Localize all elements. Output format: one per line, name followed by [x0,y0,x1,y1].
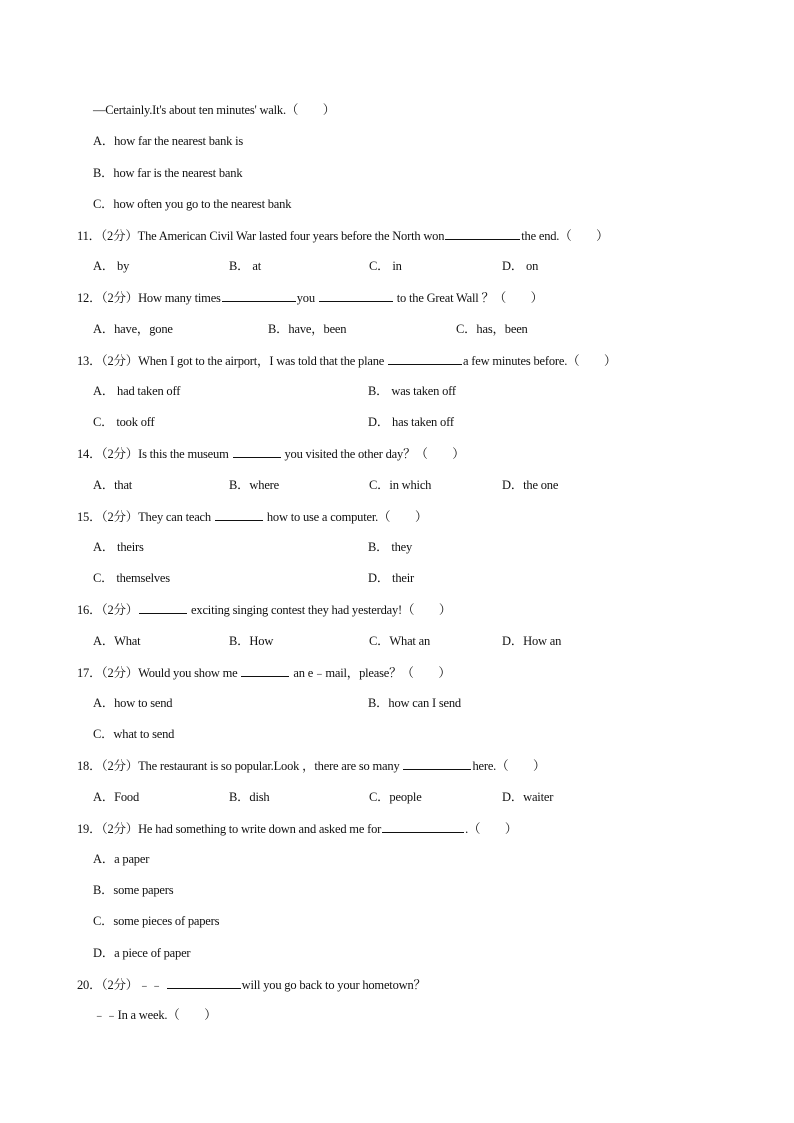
q12-option-b[interactable]: B．have，been [268,322,347,336]
q15-blank[interactable] [215,508,263,521]
q14-blank[interactable] [233,445,281,458]
q14-option-a[interactable]: A．that [93,478,133,492]
q13-text-pre: When I got to the airport，I was told that the plane [138,354,385,368]
q18-option-c[interactable]: C．people [369,790,422,804]
q18-blank[interactable] [403,757,471,770]
q11-text-pre: The American Civil War lasted four years before the North won [137,229,445,243]
q16-option-d[interactable]: D．How an [502,634,562,648]
q10-option-b[interactable]: B．how far is the nearest bank [93,166,243,180]
q13-option-d[interactable]: D． has taken off [368,415,454,429]
q13-blank[interactable] [388,352,462,365]
q17-option-c[interactable]: C．what to send [93,727,175,741]
q11-stem [77,227,608,244]
q20-text-post: will you go back to your hometown？ [241,978,426,992]
q13-number: 13．（2分） [77,354,139,368]
q12-number: 12．（2分） [77,291,139,305]
q12-stem [77,289,543,306]
q13-option-a[interactable]: A． had taken off [93,384,181,398]
q13-text-post: a few minutes before.（ ） [463,354,617,368]
q15-number: 15．（2分） [77,510,139,524]
q13-option-c[interactable]: C． took off [93,415,155,429]
q17-blank[interactable] [241,664,289,677]
q20-answer-line: ﹣﹣In a week.（ ） [93,1008,217,1022]
q12-text-pre: How many times [138,291,221,305]
q20-stem [77,976,426,993]
q15-stem [77,508,427,525]
q15-text-post: how to use a computer.（ ） [266,510,428,524]
q20-text-pre: ﹣﹣ [138,978,163,992]
q15-option-c[interactable]: C． themselves [93,571,170,585]
q20-blank[interactable] [167,976,241,989]
q19-stem [77,820,517,837]
q19-text-post: .（ ） [465,822,518,836]
q11-option-a[interactable]: A． by [93,259,130,273]
q15-option-a[interactable]: A． theirs [93,540,144,554]
q13-stem [77,352,616,369]
q14-text-pre: Is this the museum [138,447,229,461]
q15-option-d[interactable]: D． their [368,571,414,585]
q16-blank[interactable] [139,601,187,614]
q14-option-c[interactable]: C．in which [369,478,432,492]
q10-option-c[interactable]: C．how often you go to the nearest bank [93,197,292,211]
q19-option-d[interactable]: D．a piece of paper [93,946,191,960]
q19-text-pre: He had something to write down and asked me for [138,822,382,836]
q14-stem [77,445,465,462]
q11-option-b[interactable]: B． at [229,259,261,273]
q11-number: 11．（2分） [77,229,138,243]
q15-option-b[interactable]: B． they [368,540,413,554]
q16-text-post: exciting singing contest they had yesterday!（ ） [191,603,452,617]
q18-option-d[interactable]: D．waiter [502,790,554,804]
q14-option-d[interactable]: D．the one [502,478,559,492]
q16-option-b[interactable]: B．How [229,634,274,648]
q14-text-post: you visited the other day？（ ） [284,447,465,461]
q11-blank[interactable] [445,227,520,240]
q11-text-post: the end.（ ） [521,229,609,243]
q17-text-pre: Would you show me [138,666,238,680]
q14-number: 14．（2分） [77,447,139,461]
q17-option-b[interactable]: B．how can I send [368,696,461,710]
q17-stem [77,664,451,681]
q18-stem [77,757,545,774]
q12-blank-2[interactable] [319,289,393,302]
q18-text-post: here.（ ） [472,759,546,773]
q16-option-a[interactable]: A．What [93,634,141,648]
q12-blank-1[interactable] [222,289,296,302]
q12-text-post: to the Great Wall ？（ ） [396,291,543,305]
q19-number: 19．（2分） [77,822,139,836]
q14-option-b[interactable]: B．where [229,478,279,492]
q16-option-c[interactable]: C．What an [369,634,431,648]
q18-text-pre: The restaurant is so popular.Look ，there are so many [138,759,400,773]
q18-option-a[interactable]: A．Food [93,790,140,804]
q10-answer-line: —Certainly.It's about ten minutes' walk.（ ） [93,103,336,117]
q13-option-b[interactable]: B． was taken off [368,384,456,398]
q17-text-post: an e﹣mail，please？（ ） [293,666,451,680]
q11-option-d[interactable]: D． on [502,259,539,273]
q20-number: 20．（2分） [77,978,139,992]
q12-option-c[interactable]: C．has，been [456,322,528,336]
q19-blank[interactable] [382,820,464,833]
q19-option-b[interactable]: B．some papers [93,883,174,897]
q17-option-a[interactable]: A．how to send [93,696,173,710]
q18-number: 18．（2分） [77,759,139,773]
q16-stem [77,601,451,618]
q19-option-a[interactable]: A．a paper [93,852,150,866]
q12-option-a[interactable]: A．have，gone [93,322,173,336]
q16-number: 16．（2分） [77,603,139,617]
q18-option-b[interactable]: B．dish [229,790,270,804]
q10-option-a[interactable]: A．how far the nearest bank is [93,134,244,148]
q15-text-pre: They can teach [138,510,211,524]
q19-option-c[interactable]: C．some pieces of papers [93,914,220,928]
q11-option-c[interactable]: C． in [369,259,402,273]
q17-number: 17．（2分） [77,666,139,680]
q12-text-mid: you [296,291,315,305]
